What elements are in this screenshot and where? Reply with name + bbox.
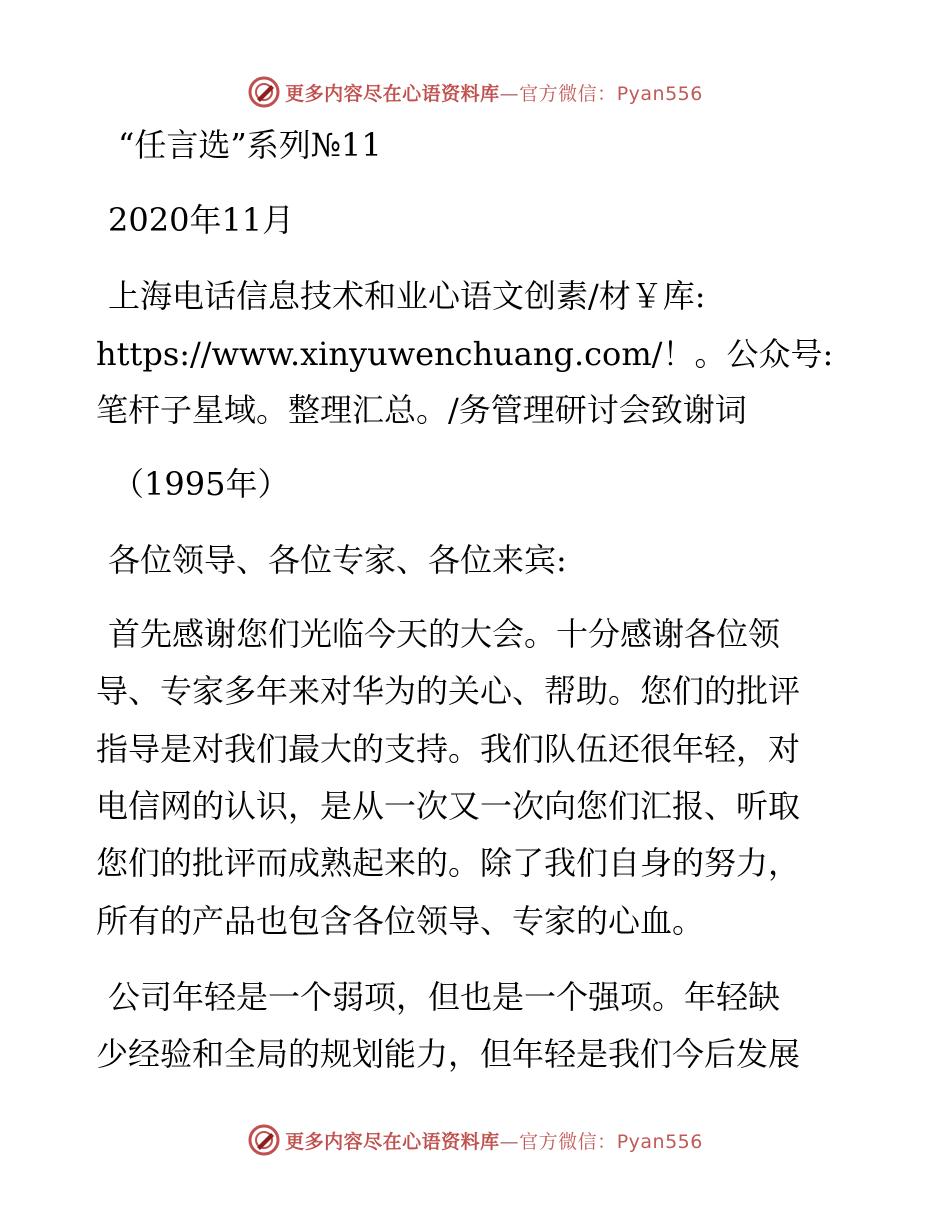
paragraph-1-line-5: 您们的批评而成熟起来的。除了我们自身的努力， [96, 844, 801, 882]
banner-dash: — [499, 82, 520, 105]
watermark-banner-top [0, 70, 950, 114]
paragraph-1-line-4: 电信网的认识，是从一次又一次向您们汇报、听取 [96, 787, 801, 825]
paragraph-2-line-1: 公司年轻是一个弱项，但也是一个强项。年轻缺 [108, 978, 781, 1016]
source-line-3: 笔杆子星域。整理汇总。/务管理研讨会致谢词 [96, 391, 747, 429]
greeting-line: 各位领导、各位专家、各位来宾: [108, 541, 567, 579]
pen-logo-icon [247, 1123, 281, 1157]
paragraph-1-line-6: 所有的产品也包含各位领导、专家的心血。 [96, 902, 705, 940]
banner-wechat-id: Pyan556 [616, 82, 703, 105]
paragraph-1-line-2: 导、专家多年来对华为的关心、帮助。您们的批评 [96, 672, 801, 710]
paragraph-1-line-3: 指导是对我们最大的支持。我们队伍还很年轻，对 [96, 730, 801, 768]
banner-dash: — [499, 1130, 520, 1153]
banner-official-label: 官方微信： [519, 82, 617, 105]
watermark-banner-bottom [0, 1118, 950, 1162]
date-line: 2020年11月 [108, 201, 295, 239]
banner-official-label: 官方微信： [519, 1130, 617, 1153]
paragraph-2-line-2: 少经验和全局的规划能力，但年轻是我们今后发展 [96, 1035, 801, 1073]
pen-logo-icon [247, 75, 281, 109]
source-line-2: https://www.xinyuwenchuang.com/！。公众号: [96, 335, 834, 373]
paragraph-1-line-1: 首先感谢您们光临今天的大会。十分感谢各位领 [108, 615, 781, 653]
banner-wechat-id: Pyan556 [616, 1130, 703, 1153]
banner-main-text: 更多内容尽在心语资料库 [285, 82, 500, 105]
series-title: “任言选”系列№11 [118, 126, 382, 164]
source-line-1: 上海电话信息技术和业心语文创素/材￥库: [108, 277, 706, 315]
banner-main-text: 更多内容尽在心语资料库 [285, 1130, 500, 1153]
year-line: （1995年） [112, 465, 290, 503]
